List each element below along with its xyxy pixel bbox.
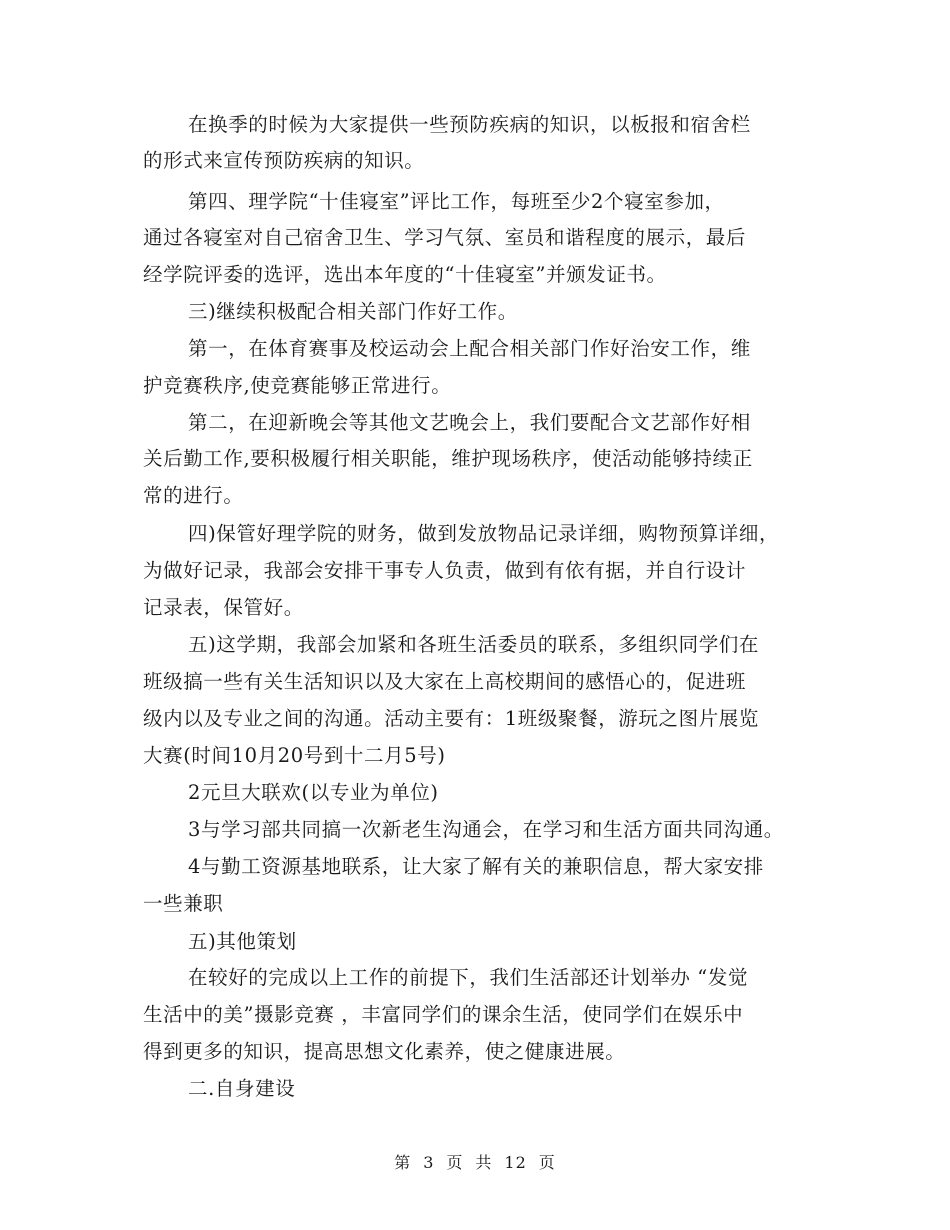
line-21: 4与勤工资源基地联系，让大家了解有关的兼职信息，帮大家安排 — [188, 855, 764, 878]
line-6: 三)继续积极配合相关部门作好工作。 — [188, 300, 518, 323]
line-18: 大赛(时间10月20号到十二月5号) — [143, 744, 446, 767]
line-24: 在较好的完成以上工作的前提下，我们生活部还计划举办 “发觉 — [188, 966, 749, 989]
line-23: 五)其他策划 — [188, 930, 297, 953]
line-26: 得到更多的知识，提高思想文化素养，使之健康进展。 — [143, 1040, 626, 1063]
line-8: 护竞赛秩序,使竞赛能够正常进行。 — [143, 374, 452, 397]
line-22: 一些兼职 — [143, 892, 224, 915]
line-5: 经学院评委的选评，选出本年度的“十佳寝室”并颁发证书。 — [143, 263, 667, 286]
line-20: 3与学习部共同搞一次新老生沟通会，在学习和生活方面共同沟通。 — [188, 818, 784, 841]
footer-mid1: 页 — [446, 1153, 464, 1172]
current-page-number: 3 — [423, 1153, 435, 1172]
line-1: 在换季的时候为大家提供一些预防疾病的知识，以板报和宿舍栏 — [188, 113, 751, 136]
total-pages-number: 12 — [504, 1153, 527, 1172]
page-footer — [0, 1152, 950, 1174]
line-13: 为做好记录，我部会安排干事专人负责，做到有依有据，并自行设计 — [143, 559, 747, 582]
line-17: 级内以及专业之间的沟通。活动主要有：1班级聚餐，游玩之图片展览 — [143, 707, 760, 730]
line-10: 关后勤工作,要积极履行相关职能，维护现场秩序，使活动能够持续正 — [143, 447, 753, 470]
line-2: 的形式来宣传预防疾病的知识。 — [143, 149, 425, 172]
line-11: 常的进行。 — [143, 484, 244, 507]
line-12: 四)保管好理学院的财务，做到发放物品记录详细，购物预算详细， — [188, 522, 780, 545]
footer-prefix: 第 — [394, 1153, 412, 1172]
line-7: 第一，在体育赛事及校运动会上配合相关部门作好治安工作，维 — [188, 337, 751, 360]
line-27: 二.自身建设 — [188, 1077, 296, 1100]
footer-mid2: 共 — [475, 1153, 493, 1172]
line-3: 第四、理学院“十佳寝室”评比工作，每班至少2个寝室参加， — [188, 190, 725, 213]
line-9: 第二，在迎新晚会等其他文艺晚会上，我们要配合文艺部作好相 — [188, 411, 751, 434]
line-4: 通过各寝室对自己宿舍卫生、学习气氛、室员和谐程度的展示，最后 — [143, 226, 747, 249]
line-14: 记录表，保管好。 — [143, 596, 304, 619]
line-25: 生活中的美”摄影竞赛 ，丰富同学们的课余生活，使同学们在娱乐中 — [143, 1003, 744, 1026]
line-19: 2元旦大联欢(以专业为单位) — [188, 781, 439, 804]
line-16: 班级搞一些有关生活知识以及大家在上高校期间的感悟心的，促进班 — [143, 670, 747, 693]
footer-suffix: 页 — [538, 1153, 556, 1172]
line-15: 五)这学期，我部会加紧和各班生活委员的联系，多组织同学们在 — [188, 633, 760, 656]
